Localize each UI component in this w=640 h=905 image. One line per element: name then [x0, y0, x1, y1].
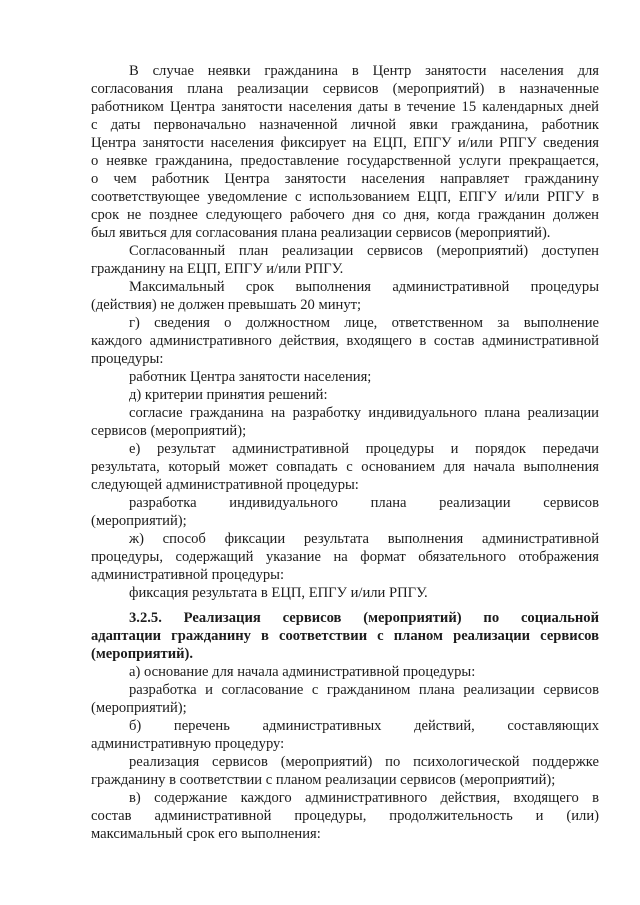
- doc-line: срок не позднее следующего рабочего дня со дня, когда гражданин должен: [91, 207, 599, 223]
- doc-line: был явиться для согласования плана реализации сервисов (мероприятий).: [91, 225, 551, 241]
- doc-line: Максимальный срок выполнения административной процедуры: [129, 279, 599, 295]
- doc-line: е) результат административной процедуры и порядок передачи: [129, 441, 599, 457]
- doc-line: с даты первоначально назначенной личной явки гражданина, работник: [91, 117, 599, 133]
- doc-line: гражданину на ЕЦП, ЕПГУ и/или РПГУ.: [91, 261, 344, 277]
- doc-line: согласие гражданина на разработку индивидуального плана реализации: [129, 405, 599, 421]
- doc-line: разработка и согласование с гражданином плана реализации сервисов: [129, 682, 599, 698]
- doc-line: процедуры:: [91, 351, 164, 367]
- doc-line: сервисов (мероприятий);: [91, 423, 247, 439]
- doc-line: Согласованный план реализации сервисов (мероприятий) доступен: [129, 243, 599, 259]
- section-heading: (мероприятий).: [91, 646, 194, 662]
- doc-line: реализация сервисов (мероприятий) по психологической поддержке: [129, 754, 599, 770]
- doc-line: б) перечень административных действий, составляющих: [129, 718, 599, 734]
- doc-line: о чем работник Центра занятости населения направляет гражданину: [91, 171, 599, 187]
- doc-line: Центра занятости населения фиксирует на ЕЦП, ЕПГУ и/или РПГУ сведения: [91, 135, 599, 151]
- doc-line: максимальный срок его выполнения:: [91, 826, 321, 842]
- doc-line: результата, который может совпадать с основанием для начала выполнения: [91, 459, 599, 475]
- doc-line: административную процедуру:: [91, 736, 285, 752]
- doc-line: о неявке гражданина, предоставление государственной услуги прекращается,: [91, 153, 599, 169]
- doc-line: административной процедуры:: [91, 567, 285, 583]
- section-heading: адаптации гражданину в соответствии с планом реализации сервисов: [91, 628, 599, 644]
- doc-line: (мероприятий);: [91, 700, 187, 716]
- doc-line: а) основание для начала административной процедуры:: [129, 664, 476, 680]
- doc-line: ж) способ фиксации результата выполнения административной: [129, 531, 599, 547]
- doc-line: в) содержание каждого административного действия, входящего в: [129, 790, 599, 806]
- doc-line: согласования плана реализации сервисов (мероприятий) в назначенные: [91, 81, 599, 97]
- doc-line: (мероприятий);: [91, 513, 187, 529]
- doc-line: процедуры, содержащий указание на формат обязательного отображения: [91, 549, 599, 565]
- doc-line: соответствующее уведомление с использованием ЕЦП, ЕПГУ и/или РПГУ в: [91, 189, 599, 205]
- doc-line: (действия) не должен превышать 20 минут;: [91, 297, 362, 313]
- doc-line: работником Центра занятости населения даты в течение 15 календарных дней: [91, 99, 599, 115]
- doc-line: фиксация результата в ЕЦП, ЕПГУ и/или РПГУ.: [129, 585, 428, 601]
- doc-line: г) сведения о должностном лице, ответственном за выполнение: [129, 315, 599, 331]
- section-heading: 3.2.5. Реализация сервисов (мероприятий) по социальной: [129, 610, 599, 626]
- doc-line: каждого административного действия, входящего в состав административной: [91, 333, 599, 349]
- doc-line: состав административной процедуры, продолжительность и (или): [91, 808, 599, 824]
- doc-line: д) критерии принятия решений:: [129, 387, 328, 403]
- doc-line: работник Центра занятости населения;: [129, 369, 372, 385]
- doc-line: разработка индивидуального плана реализации сервисов: [129, 495, 599, 511]
- doc-line: В случае неявки гражданина в Центр занятости населения для: [129, 63, 599, 79]
- doc-line: следующей административной процедуры:: [91, 477, 359, 493]
- doc-line: гражданину в соответствии с планом реализации сервисов (мероприятий);: [91, 772, 556, 788]
